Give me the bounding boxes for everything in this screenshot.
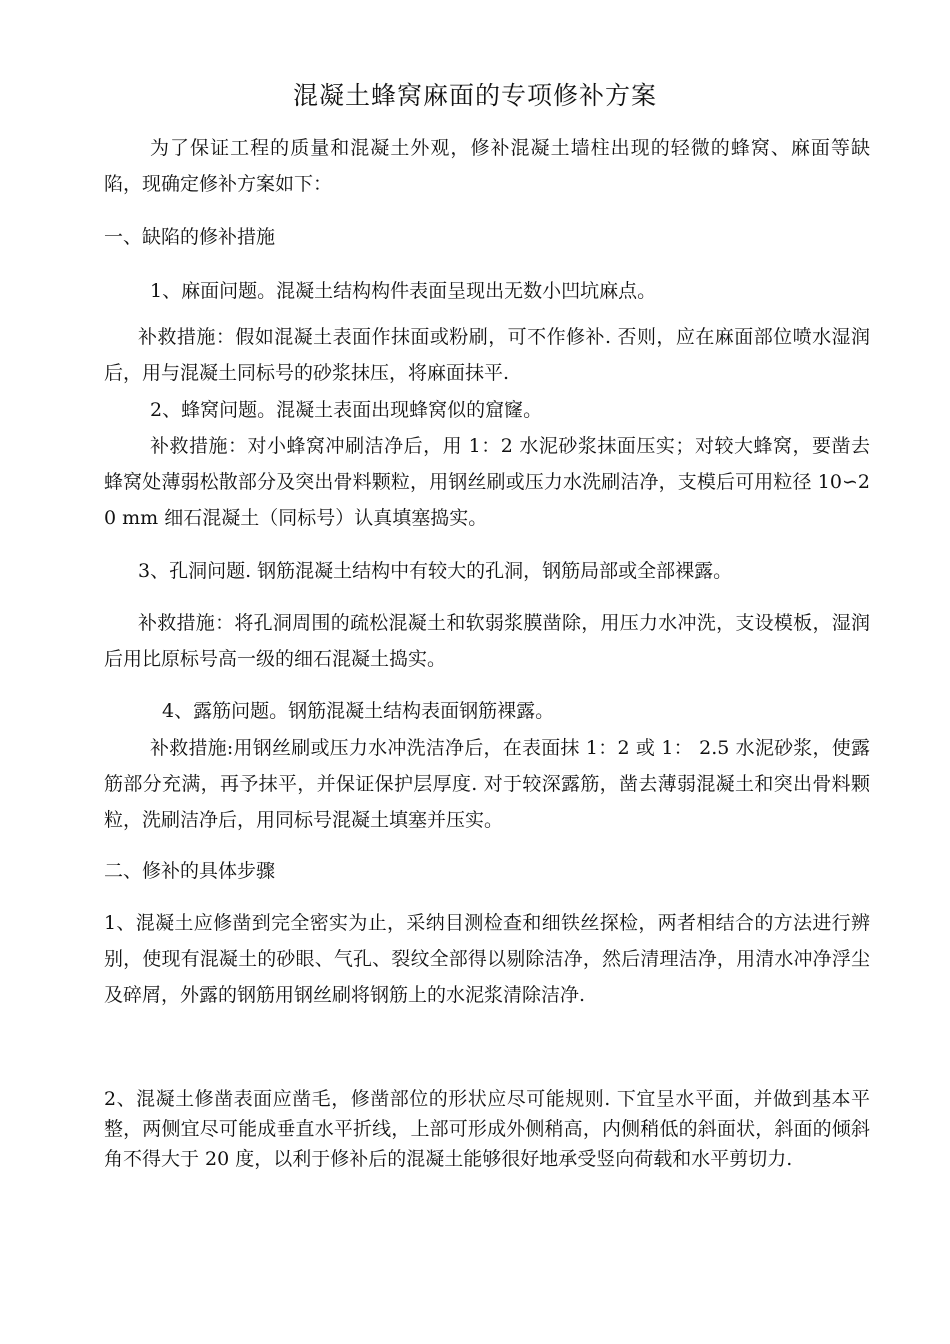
step-2-paragraph: 2、混凝土修凿表面应凿毛，修凿部位的形状应尽可能规则. 下宜呈水平面，并做到基本平整，两侧宜尽可能成垂直水平折线，上部可形成外侧稍高，内侧稍低的斜面状，斜面的倾斜角不得大于 20 度，以利于修补后的混凝土能够很好地承受竖向荷载和水平剪切力. bbox=[104, 1088, 870, 1170]
item-2-remedy: 补救措施：对小蜂窝冲刷洁净后，用 1：2 水泥砂浆抹面压实；对较大蜂窝，要凿去蜂窝处薄弱松散部分及突出骨料颗粒，用钢丝刷或压力水洗刷洁净，支模后可用粒径 10∽20 mm 细石混凝土（同标号）认真填塞捣实。 bbox=[104, 435, 870, 529]
step-1-paragraph: 1、混凝土应修凿到完全密实为止，采纳目测检查和细铁丝探检，两者相结合的方法进行辨别，使现有混凝土的砂眼、气孔、裂纹全部得以剔除洁净，然后清理洁净，用清水冲净浮尘及碎屑，外露的钢筋用钢丝刷将钢筋上的水泥浆清除洁净. bbox=[104, 912, 870, 1006]
intro-paragraph: 为了保证工程的质量和混凝土外观，修补混凝土墙柱出现的轻微的蜂窝、麻面等缺陷，现确定修补方案如下： bbox=[104, 137, 870, 195]
section-2-heading: 二、修补的具体步骤 bbox=[104, 860, 276, 882]
item-2-problem: 2、蜂窝问题。混凝土表面出现蜂窝似的窟窿。 bbox=[150, 399, 543, 421]
item-1-problem: 1、麻面问题。混凝土结构构件表面呈现出无数小凹坑麻点。 bbox=[150, 280, 657, 302]
item-1-remedy: 补救措施：假如混凝土表面作抹面或粉刷，可不作修补. 否则，应在麻面部位喷水湿润后，用与混凝土同标号的砂浆抹压，将麻面抹平. bbox=[104, 326, 870, 384]
section-1-heading: 一、缺陷的修补措施 bbox=[104, 226, 276, 248]
item-3-remedy: 补救措施：将孔洞周围的疏松混凝土和软弱浆膜凿除，用压力水冲洗，支设模板，湿润后用比原标号高一级的细石混凝土捣实。 bbox=[104, 612, 870, 670]
item-3-problem: 3、孔洞问题. 钢筋混凝土结构中有较大的孔洞，钢筋局部或全部裸露。 bbox=[138, 560, 733, 582]
item-4-remedy: 补救措施:用钢丝刷或压力水冲洗洁净后，在表面抹 1：2 或 1： 2.5 水泥砂浆，使露筋部分充满，再予抹平，并保证保护层厚度. 对于较深露筋，凿去薄弱混凝土和突出骨料颗粒，洗刷洁净后，用同标号混凝土填塞并压实。 bbox=[104, 737, 870, 831]
document-title: 混凝土蜂窝麻面的专项修补方案 bbox=[292, 81, 657, 110]
item-4-problem: 4、露筋问题。钢筋混凝土结构表面钢筋裸露。 bbox=[162, 700, 555, 722]
